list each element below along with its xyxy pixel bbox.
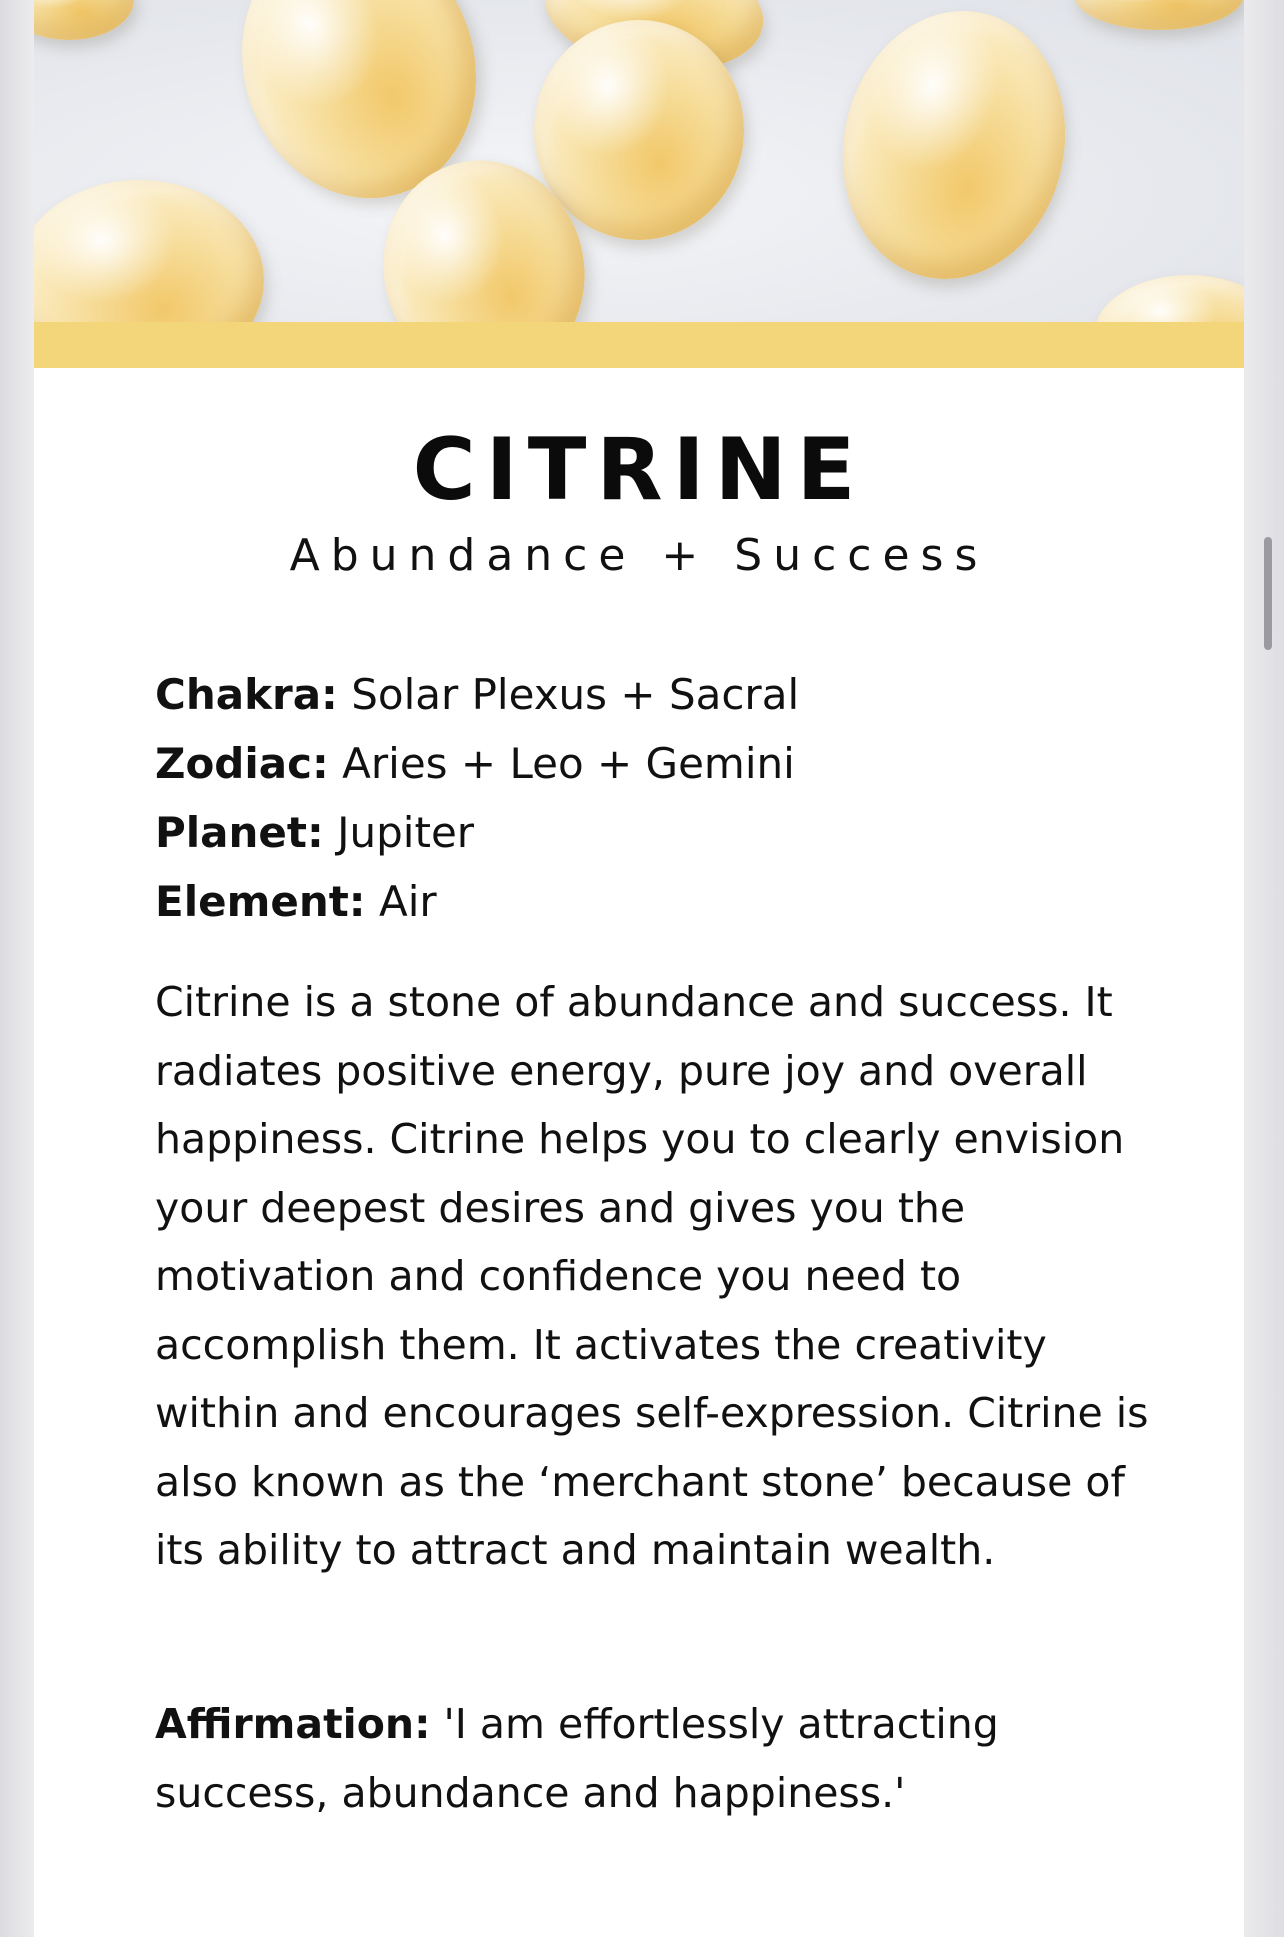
property-value: Jupiter: [337, 808, 475, 857]
crystal-title: CITRINE: [412, 420, 866, 520]
property-label: Zodiac:: [155, 739, 329, 788]
affirmation-text: 'I am effortlessly attracting success, abundance and happiness.': [155, 1700, 999, 1817]
property-label: Planet:: [155, 808, 324, 857]
property-planet: [155, 798, 1155, 867]
properties-list: [155, 660, 1155, 936]
crystal-subtitle: Abundance + Success: [289, 530, 989, 581]
property-chakra: [155, 660, 1155, 729]
crystal-card: [34, 0, 1244, 1937]
property-label: Element:: [155, 877, 366, 926]
property-element: [155, 867, 1155, 936]
property-value: Air: [378, 877, 437, 926]
citrine-stones-image: [34, 0, 1244, 322]
crystal-description: Citrine is a stone of abundance and success. It radiates positive energy, pure joy and overall happiness. Citrine helps you to clearly envision your deepest desires and gives you the motivation and confidence you need to accomplish them. It activates the creativity within and encourages self-expression. Citrine is also known as the ‘merchant stone’ because of its ability to attract and maintain wealth.: [155, 978, 1149, 1574]
property-value: Solar Plexus + Sacral: [351, 670, 800, 719]
affirmation-paragraph: [155, 1690, 1155, 1827]
affirmation-label: Affirmation:: [155, 1700, 431, 1748]
property-zodiac: [155, 729, 1155, 798]
property-value: Aries + Leo + Gemini: [342, 739, 795, 788]
property-label: Chakra:: [155, 670, 338, 719]
accent-band: [34, 322, 1244, 368]
vertical-scrollbar[interactable]: [1264, 537, 1272, 650]
